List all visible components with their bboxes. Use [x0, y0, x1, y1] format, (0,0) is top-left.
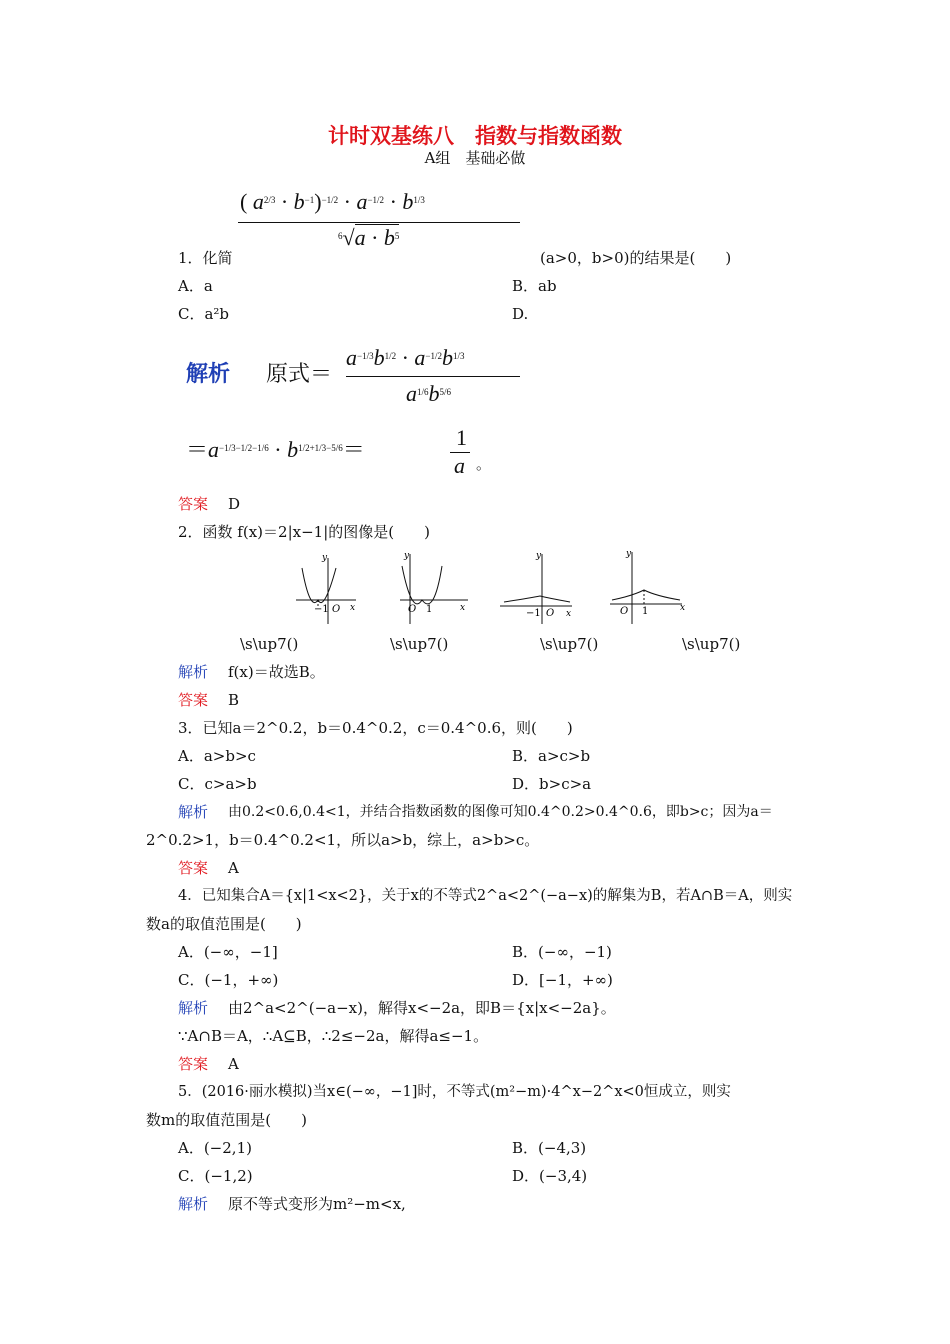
svg-text:−1: −1	[526, 608, 541, 619]
q3-answer: A	[228, 859, 239, 877]
q5-option-a: A．(−2,1)	[178, 1139, 252, 1157]
q3-option-b: B．a>c>b	[512, 747, 591, 765]
q3-option-a: A．a>b>c	[178, 747, 256, 765]
q5-option-b: B．(−4,3)	[512, 1139, 587, 1157]
q2-graph-options	[290, 548, 700, 628]
q5-option-c: C．(−1,2)	[178, 1167, 253, 1185]
svg-text:y: y	[626, 549, 632, 559]
q4-option-a: A．(−∞，−1]	[178, 943, 278, 961]
q3-option-c: C．c>a>b	[178, 775, 257, 793]
svg-text:1: 1	[426, 604, 433, 615]
svg-text:O: O	[408, 604, 417, 615]
q5-stem-line1: 5．(2016·丽水模拟)当x∈(−∞，−1]时，不等式(m²−m)·4^x−2^x<0恒成立，则实	[178, 1084, 731, 1100]
q4-solution-label: 解析	[178, 999, 209, 1017]
q1-answer: D	[228, 495, 241, 513]
q2-answer: B	[228, 691, 240, 709]
q1-stem-suffix: (a>0，b>0)的结果是( )	[540, 249, 732, 267]
svg-text:x: x	[566, 609, 572, 619]
q1-option-a: A．a	[178, 277, 213, 295]
q4-answer-label: 答案	[178, 1055, 209, 1073]
svg-text:O: O	[620, 606, 629, 617]
q4-solution-line1: 由2^a<2^(−a−x)，解得x<−2a，即B＝{x|x<−2a}。	[228, 999, 616, 1017]
q1-solution-line2: $=a^{-1/3-1/2-1/6} \cdot b^{1/2+1/3-5/6}=$ 1 a 。	[186, 425, 492, 478]
q3-option-d: D．b>c>a	[512, 775, 592, 793]
q3-solution-line2: 2^0.2>1，b＝0.4^0.2<1，所以a>b，综上，a>b>c。	[146, 831, 540, 849]
q2-graph-caption-d: \s\up7()	[682, 635, 741, 653]
q5-option-d: D．(−3,4)	[512, 1167, 588, 1185]
q3-solution-label: 解析	[178, 803, 209, 821]
q1-option-d: D.	[512, 305, 529, 323]
svg-text:x: x	[460, 603, 466, 613]
q4-solution-line2: ∵A∩B＝A，∴A⊆B，∴2≤−2a，解得a≤−1。	[178, 1027, 489, 1045]
q5-solution-text: 原不等式变形为m²−m<x,	[228, 1195, 406, 1213]
q1-solution-label: 解析	[186, 361, 231, 387]
q2-graph-caption-c: \s\up7()	[540, 635, 599, 653]
q3-stem: 3．已知a＝2^0.2，b＝0.4^0.2，c＝0.4^0.6，则( )	[178, 719, 573, 737]
q1-option-c: C．a²b	[178, 305, 230, 323]
q2-solution-text: f(x)＝故选B。	[228, 663, 325, 681]
q4-stem-line2: 数a的取值范围是( )	[146, 915, 302, 933]
section-subtitle: A组 基础必做	[424, 149, 526, 167]
q1-expression: ( $a^{2/3} \cdot b^{-1})^{-1/2} \cdot a^{-1/2} \cdot b^{1/3}$ $^6√a \cdot b^5$	[238, 182, 528, 262]
q3-answer-label: 答案	[178, 859, 209, 877]
svg-text:O: O	[332, 604, 341, 615]
svg-text:y: y	[322, 553, 328, 563]
q3-solution-line1: 由0.2<0.6,0.4<1，并结合指数函数的图像可知0.4^0.2>0.4^0.6，即b>c；因为a＝	[228, 804, 773, 820]
page-title: 计时双基练八 指数与指数函数	[328, 123, 622, 148]
q4-answer: A	[228, 1055, 239, 1073]
svg-text:O: O	[546, 608, 555, 619]
svg-text:x: x	[350, 603, 356, 613]
svg-text:x: x	[680, 603, 686, 613]
q4-option-c: C．(−1，+∞)	[178, 971, 279, 989]
q4-option-d: D．[−1，+∞)	[512, 971, 613, 989]
q5-solution-label: 解析	[178, 1195, 209, 1213]
q1-solution-fraction: $a^{-1/3}b^{1/2} \cdot a^{-1/2}b^{1/3}$ $a^{1/6}b^{5/6}$	[346, 344, 526, 414]
q1-answer-label: 答案	[178, 495, 209, 513]
q4-stem-line1: 4．已知集合A＝{x|1<x<2}，关于x的不等式2^a<2^(−a−x)的解集为B，若A∩B＝A，则实	[178, 888, 793, 904]
svg-text:y: y	[404, 551, 410, 561]
q2-graph-caption-b: \s\up7()	[390, 635, 449, 653]
q4-option-b: B．(−∞，−1)	[512, 943, 612, 961]
svg-text:1: 1	[642, 606, 649, 617]
q2-graph-caption-a: \s\up7()	[240, 635, 299, 653]
q1-solution-text: 原式＝	[266, 361, 333, 386]
svg-text:−1: −1	[314, 604, 329, 615]
svg-text:y: y	[536, 551, 542, 561]
q2-stem: 2．函数 f(x)＝2|x−1|的图像是( )	[178, 523, 430, 541]
q5-stem-line2: 数m的取值范围是( )	[146, 1111, 307, 1129]
q1-option-b: B．ab	[512, 277, 557, 295]
q2-solution-label: 解析	[178, 663, 209, 681]
q1-stem-prefix: 1．化简	[178, 249, 233, 267]
q2-answer-label: 答案	[178, 691, 209, 709]
